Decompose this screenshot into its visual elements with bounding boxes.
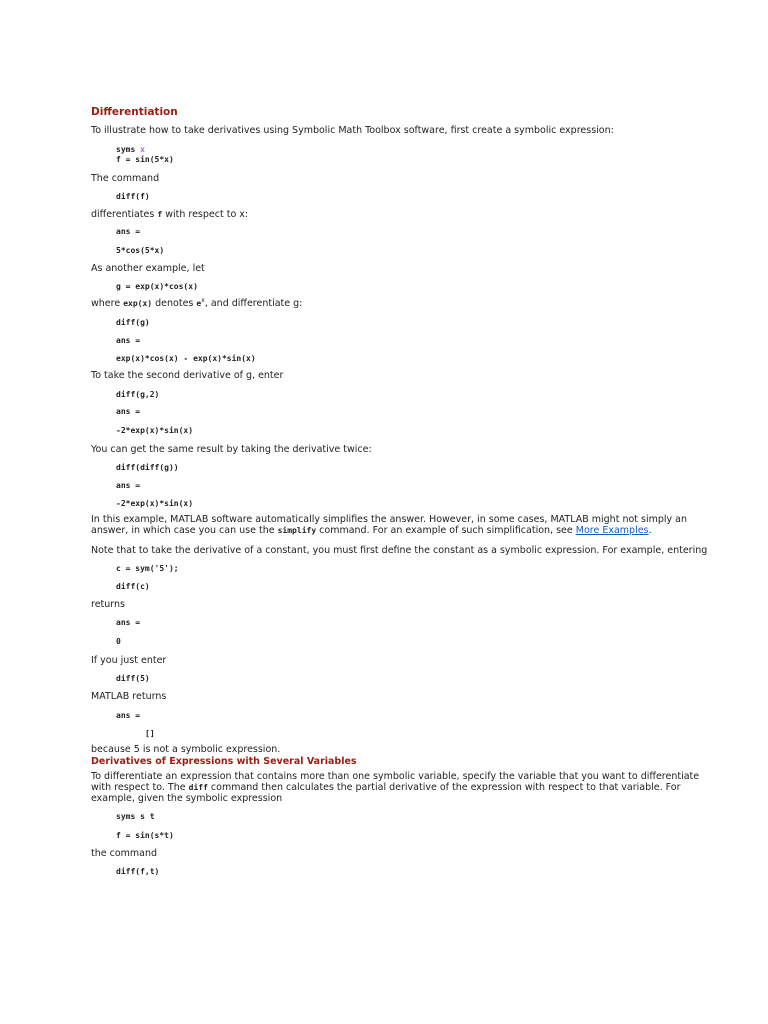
text-several-post: command then calculates the partial derivative of the expression with respect to that variable. For bbox=[210, 782, 681, 793]
code-result-1: 5*cos(5*x) bbox=[116, 246, 165, 255]
inline-code-f: f bbox=[157, 210, 163, 219]
code-result-3: -2*exp(x)*sin(x) bbox=[116, 426, 194, 435]
code-diff-g: diff(g) bbox=[116, 318, 150, 327]
code-diff-c: diff(c) bbox=[116, 582, 150, 591]
text-simplify-line-2 bbox=[91, 525, 652, 537]
text-and-differentiate: , and differentiate g: bbox=[204, 298, 303, 309]
text-e: e bbox=[196, 299, 202, 308]
text-several-pre: with respect to. The bbox=[91, 782, 186, 793]
code-result-4: -2*exp(x)*sin(x) bbox=[116, 499, 194, 508]
code-diff-g-2: diff(g,2) bbox=[116, 390, 160, 399]
code-c-definition: c = sym('5'); bbox=[116, 564, 179, 573]
code-syms-variable: x bbox=[140, 145, 145, 154]
code-syms-s-t: syms s t bbox=[116, 812, 155, 821]
inline-code-simplify: simplify bbox=[277, 526, 317, 535]
text-simplify-pre: answer, in which case you can use the bbox=[91, 525, 275, 536]
code-f-st-definition: f = sin(s*t) bbox=[116, 831, 174, 840]
code-ans-3: ans = bbox=[116, 407, 141, 416]
text-differentiates-wrt bbox=[91, 209, 248, 221]
code-f-definition: f = sin(5*x) bbox=[116, 155, 174, 164]
code-diff-5: diff(5) bbox=[116, 674, 150, 683]
code-result-5: 0 bbox=[116, 637, 121, 646]
intro-paragraph: To illustrate how to take derivatives using Symbolic Math Toolbox software, first create a symbolic expression: bbox=[91, 125, 614, 136]
section-heading-differentiation: Differentiation bbox=[91, 106, 178, 118]
text-several-line-3: example, given the symbolic expression bbox=[91, 793, 283, 804]
code-result-6: [] bbox=[145, 729, 155, 738]
text-the-command-2: the command bbox=[91, 848, 158, 859]
code-ans-1: ans = bbox=[116, 227, 141, 236]
text-because: because 5 is not a symbolic expression. bbox=[91, 744, 281, 755]
section-heading-several-variables: Derivatives of Expressions with Several Variables bbox=[91, 756, 357, 767]
code-g-definition: g = exp(x)*cos(x) bbox=[116, 282, 198, 291]
text-with-respect-to: with respect to bbox=[165, 209, 237, 220]
text-simplify-mid: command. For an example of such simplification, see bbox=[319, 525, 573, 536]
text-differentiates: differentiates bbox=[91, 209, 155, 220]
text-e-exponent: x bbox=[201, 296, 205, 304]
code-ans-2: ans = bbox=[116, 336, 141, 345]
code-diff-f-t: diff(f,t) bbox=[116, 867, 160, 876]
code-syms-keyword: syms bbox=[116, 145, 136, 154]
text-where: where bbox=[91, 298, 121, 309]
code-diff-f: diff(f) bbox=[116, 192, 150, 201]
more-examples-link[interactable]: More Examples bbox=[575, 525, 649, 536]
text-period: . bbox=[648, 525, 652, 536]
text-if-you-just-enter: If you just enter bbox=[91, 655, 167, 666]
code-result-2: exp(x)*cos(x) - exp(x)*sin(x) bbox=[116, 354, 256, 363]
text-simplify-line-1: In this example, MATLAB software automatically simplifies the answer. However, in some cases, MATLAB might not simply an bbox=[91, 514, 688, 525]
text-same-result: You can get the same result by taking the derivative twice: bbox=[91, 444, 372, 455]
text-denotes: denotes bbox=[155, 298, 194, 309]
text-the-command: The command bbox=[91, 173, 160, 184]
text-x: x: bbox=[239, 209, 249, 220]
code-diff-diff-g: diff(diff(g)) bbox=[116, 463, 179, 472]
text-several-line-1: To differentiate an expression that contains more than one symbolic variable, specify the variable that you want to differentiate bbox=[91, 771, 700, 782]
code-ans-5: ans = bbox=[116, 618, 141, 627]
inline-code-exp: exp(x) bbox=[123, 299, 153, 308]
text-another-example: As another example, let bbox=[91, 263, 205, 274]
text-returns: returns bbox=[91, 599, 125, 610]
text-constant-derivative: Note that to take the derivative of a constant, you must first define the constant as a symbolic expression. For example, entering bbox=[91, 545, 708, 556]
code-ans-4: ans = bbox=[116, 481, 141, 490]
inline-code-diff: diff bbox=[188, 783, 208, 792]
text-second-derivative: To take the second derivative of g, enter bbox=[91, 370, 284, 381]
code-ans-6: ans = bbox=[116, 711, 141, 720]
text-where-exp bbox=[91, 298, 302, 310]
text-matlab-returns: MATLAB returns bbox=[91, 691, 167, 702]
